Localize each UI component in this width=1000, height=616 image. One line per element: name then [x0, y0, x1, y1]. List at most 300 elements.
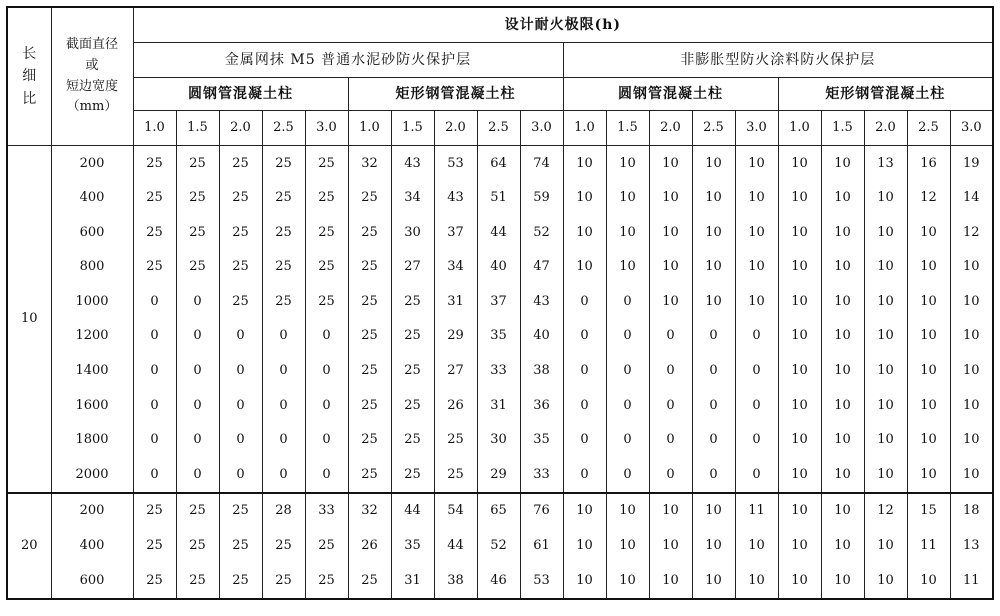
value-cell: 0: [176, 423, 219, 458]
value-cell: 10: [606, 529, 649, 564]
value-cell: 10: [821, 250, 864, 285]
section-size-cell: 2000: [51, 457, 133, 493]
value-cell: 10: [864, 423, 907, 458]
value-cell: 0: [219, 423, 262, 458]
value-cell: 25: [219, 529, 262, 564]
value-cell: 0: [305, 457, 348, 493]
value-cell: 64: [477, 146, 520, 181]
coating-protection-header: 非膨胀型防火涂料防火保护层: [563, 43, 993, 78]
value-cell: 25: [262, 529, 305, 564]
table-header: [7, 7, 993, 146]
value-cell: 10: [649, 215, 692, 250]
value-cell: 10: [649, 563, 692, 599]
section-size-cell: 800: [51, 250, 133, 285]
value-cell: 74: [520, 146, 563, 181]
value-cell: 31: [477, 388, 520, 423]
round-column-header: 圆钢管混凝土柱: [133, 78, 348, 111]
table-row: [7, 423, 993, 458]
section-size-cell: 200: [51, 146, 133, 181]
value-cell: 10: [606, 493, 649, 529]
value-cell: 0: [606, 354, 649, 389]
value-cell: 10: [778, 423, 821, 458]
value-cell: 10: [692, 250, 735, 285]
value-cell: 25: [219, 493, 262, 529]
value-cell: 10: [864, 215, 907, 250]
value-cell: 19: [950, 146, 993, 181]
hours-cell: 2.5: [907, 111, 950, 146]
value-cell: 10: [950, 250, 993, 285]
value-cell: 0: [305, 354, 348, 389]
value-cell: 10: [563, 563, 606, 599]
value-cell: 10: [907, 319, 950, 354]
value-cell: 25: [391, 457, 434, 493]
value-cell: 10: [563, 181, 606, 216]
value-cell: 13: [950, 529, 993, 564]
value-cell: 51: [477, 181, 520, 216]
value-cell: 10: [692, 563, 735, 599]
value-cell: 0: [219, 354, 262, 389]
value-cell: 25: [305, 529, 348, 564]
value-cell: 10: [563, 146, 606, 181]
value-cell: 25: [391, 284, 434, 319]
value-cell: 25: [391, 423, 434, 458]
value-cell: 10: [950, 354, 993, 389]
value-cell: 10: [735, 146, 778, 181]
value-cell: 10: [778, 529, 821, 564]
value-cell: 0: [262, 319, 305, 354]
hours-cell: 2.0: [864, 111, 907, 146]
value-cell: 0: [606, 388, 649, 423]
table-row: [7, 457, 993, 493]
value-cell: 10: [864, 457, 907, 493]
value-cell: 34: [391, 181, 434, 216]
value-cell: 25: [348, 284, 391, 319]
value-cell: 0: [606, 423, 649, 458]
slenderness-ratio-cell: 20: [7, 493, 51, 599]
value-cell: 27: [434, 354, 477, 389]
value-cell: 10: [907, 250, 950, 285]
value-cell: 0: [176, 388, 219, 423]
value-cell: 10: [864, 354, 907, 389]
section-size-cell: 1800: [51, 423, 133, 458]
ratio-group-20: [7, 493, 993, 599]
value-cell: 0: [735, 457, 778, 493]
value-cell: 25: [348, 423, 391, 458]
value-cell: 0: [262, 388, 305, 423]
value-cell: 0: [262, 354, 305, 389]
value-cell: 10: [606, 250, 649, 285]
hours-cell: 1.5: [606, 111, 649, 146]
value-cell: 10: [778, 493, 821, 529]
section-size-cell: 400: [51, 181, 133, 216]
value-cell: 0: [305, 388, 348, 423]
value-cell: 0: [563, 319, 606, 354]
value-cell: 25: [133, 146, 176, 181]
value-cell: 25: [348, 319, 391, 354]
value-cell: 52: [520, 215, 563, 250]
value-cell: 10: [692, 215, 735, 250]
value-cell: 0: [176, 284, 219, 319]
value-cell: 0: [563, 457, 606, 493]
hours-cell: 3.0: [735, 111, 778, 146]
section-size-header: 截面直径 或 短边宽度 （mm）: [51, 7, 133, 146]
hours-cell: 1.5: [391, 111, 434, 146]
value-cell: 0: [649, 319, 692, 354]
value-cell: 10: [907, 388, 950, 423]
value-cell: 44: [477, 215, 520, 250]
section-size-cell: 1400: [51, 354, 133, 389]
value-cell: 47: [520, 250, 563, 285]
value-cell: 76: [520, 493, 563, 529]
hours-cell: 1.0: [348, 111, 391, 146]
value-cell: 25: [176, 529, 219, 564]
value-cell: 10: [649, 250, 692, 285]
value-cell: 10: [649, 284, 692, 319]
value-cell: 10: [821, 493, 864, 529]
rect-column-header: 矩形钢管混凝土柱: [348, 78, 563, 111]
value-cell: 59: [520, 181, 563, 216]
value-cell: 0: [219, 388, 262, 423]
value-cell: 0: [563, 423, 606, 458]
value-cell: 0: [133, 354, 176, 389]
value-cell: 10: [735, 215, 778, 250]
value-cell: 10: [907, 457, 950, 493]
value-cell: 0: [305, 319, 348, 354]
slenderness-ratio-header: 长 细 比: [7, 7, 51, 146]
value-cell: 10: [864, 284, 907, 319]
value-cell: 0: [692, 319, 735, 354]
ratio-group-10: [7, 146, 993, 493]
value-cell: 61: [520, 529, 563, 564]
rect-column-header: 矩形钢管混凝土柱: [778, 78, 993, 111]
value-cell: 10: [864, 319, 907, 354]
value-cell: 10: [735, 529, 778, 564]
value-cell: 38: [520, 354, 563, 389]
value-cell: 10: [606, 563, 649, 599]
value-cell: 15: [907, 493, 950, 529]
value-cell: 18: [950, 493, 993, 529]
value-cell: 25: [262, 563, 305, 599]
value-cell: 10: [821, 319, 864, 354]
value-cell: 10: [864, 250, 907, 285]
table-row: [7, 215, 993, 250]
value-cell: 25: [348, 354, 391, 389]
value-cell: 25: [133, 215, 176, 250]
value-cell: 10: [563, 493, 606, 529]
value-cell: 0: [735, 319, 778, 354]
value-cell: 30: [391, 215, 434, 250]
value-cell: 25: [219, 215, 262, 250]
value-cell: 10: [778, 563, 821, 599]
hours-row: [7, 111, 993, 146]
value-cell: 0: [606, 284, 649, 319]
value-cell: 12: [864, 493, 907, 529]
value-cell: 25: [348, 457, 391, 493]
value-cell: 10: [821, 284, 864, 319]
value-cell: 25: [133, 563, 176, 599]
value-cell: 25: [219, 146, 262, 181]
value-cell: 0: [176, 319, 219, 354]
value-cell: 27: [391, 250, 434, 285]
value-cell: 0: [735, 388, 778, 423]
value-cell: 25: [176, 215, 219, 250]
value-cell: 35: [520, 423, 563, 458]
value-cell: 10: [606, 181, 649, 216]
value-cell: 10: [778, 354, 821, 389]
table-row: [7, 181, 993, 216]
value-cell: 25: [391, 319, 434, 354]
value-cell: 25: [391, 388, 434, 423]
value-cell: 11: [907, 529, 950, 564]
value-cell: 43: [391, 146, 434, 181]
value-cell: 35: [477, 319, 520, 354]
value-cell: 0: [649, 423, 692, 458]
table-row: [7, 529, 993, 564]
value-cell: 0: [133, 457, 176, 493]
value-cell: 44: [391, 493, 434, 529]
value-cell: 10: [950, 319, 993, 354]
value-cell: 10: [778, 284, 821, 319]
value-cell: 10: [950, 423, 993, 458]
value-cell: 0: [219, 319, 262, 354]
value-cell: 10: [778, 388, 821, 423]
value-cell: 10: [606, 215, 649, 250]
value-cell: 0: [606, 457, 649, 493]
value-cell: 10: [821, 215, 864, 250]
value-cell: 10: [907, 284, 950, 319]
table-row: [7, 284, 993, 319]
value-cell: 10: [563, 250, 606, 285]
value-cell: 0: [133, 284, 176, 319]
value-cell: 0: [692, 457, 735, 493]
section-size-cell: 1000: [51, 284, 133, 319]
value-cell: 10: [778, 181, 821, 216]
value-cell: 10: [907, 563, 950, 599]
value-cell: 25: [305, 250, 348, 285]
section-size-cell: 600: [51, 215, 133, 250]
value-cell: 25: [262, 284, 305, 319]
section-size-cell: 600: [51, 563, 133, 599]
value-cell: 10: [821, 388, 864, 423]
value-cell: 25: [262, 146, 305, 181]
value-cell: 53: [520, 563, 563, 599]
value-cell: 0: [563, 284, 606, 319]
value-cell: 0: [649, 457, 692, 493]
value-cell: 25: [391, 354, 434, 389]
value-cell: 0: [563, 354, 606, 389]
value-cell: 37: [477, 284, 520, 319]
value-cell: 10: [821, 181, 864, 216]
value-cell: 25: [133, 181, 176, 216]
value-cell: 31: [391, 563, 434, 599]
value-cell: 0: [219, 457, 262, 493]
value-cell: 12: [907, 181, 950, 216]
hours-cell: 2.0: [219, 111, 262, 146]
hours-cell: 1.0: [778, 111, 821, 146]
value-cell: 25: [176, 146, 219, 181]
value-cell: 10: [950, 284, 993, 319]
value-cell: 10: [907, 215, 950, 250]
value-cell: 14: [950, 181, 993, 216]
hours-cell: 3.0: [305, 111, 348, 146]
section-size-cell: 1200: [51, 319, 133, 354]
value-cell: 33: [477, 354, 520, 389]
value-cell: 31: [434, 284, 477, 319]
value-cell: 28: [262, 493, 305, 529]
value-cell: 10: [606, 146, 649, 181]
value-cell: 43: [520, 284, 563, 319]
value-cell: 10: [821, 529, 864, 564]
fire-protection-table: [6, 6, 994, 600]
value-cell: 26: [348, 529, 391, 564]
value-cell: 10: [778, 146, 821, 181]
hours-cell: 1.5: [176, 111, 219, 146]
value-cell: 10: [692, 493, 735, 529]
value-cell: 10: [907, 354, 950, 389]
value-cell: 25: [348, 250, 391, 285]
table-row: [7, 146, 993, 181]
section-size-cell: 400: [51, 529, 133, 564]
value-cell: 29: [477, 457, 520, 493]
value-cell: 25: [434, 457, 477, 493]
value-cell: 0: [692, 423, 735, 458]
value-cell: 10: [864, 181, 907, 216]
value-cell: 10: [821, 563, 864, 599]
value-cell: 25: [133, 493, 176, 529]
value-cell: 25: [305, 181, 348, 216]
value-cell: 25: [176, 563, 219, 599]
value-cell: 26: [434, 388, 477, 423]
value-cell: 34: [434, 250, 477, 285]
value-cell: 10: [735, 284, 778, 319]
value-cell: 25: [219, 284, 262, 319]
value-cell: 52: [477, 529, 520, 564]
hours-cell: 1.0: [563, 111, 606, 146]
value-cell: 10: [692, 181, 735, 216]
table-row: [7, 563, 993, 599]
hours-cell: 3.0: [520, 111, 563, 146]
value-cell: 33: [520, 457, 563, 493]
value-cell: 0: [692, 354, 735, 389]
value-cell: 65: [477, 493, 520, 529]
fire-limit-header: 设计耐火极限(h): [133, 7, 993, 43]
value-cell: 10: [563, 215, 606, 250]
mortar-protection-header: 金属网抹 M5 普通水泥砂防火保护层: [133, 43, 563, 78]
value-cell: 10: [864, 563, 907, 599]
value-cell: 10: [778, 319, 821, 354]
value-cell: 0: [262, 457, 305, 493]
value-cell: 53: [434, 146, 477, 181]
value-cell: 10: [778, 250, 821, 285]
value-cell: 25: [176, 181, 219, 216]
value-cell: 0: [606, 319, 649, 354]
value-cell: 10: [864, 388, 907, 423]
value-cell: 25: [219, 563, 262, 599]
table-row: [7, 493, 993, 529]
value-cell: 0: [133, 423, 176, 458]
value-cell: 29: [434, 319, 477, 354]
value-cell: 10: [692, 284, 735, 319]
hours-cell: 3.0: [950, 111, 993, 146]
hours-cell: 2.0: [649, 111, 692, 146]
value-cell: 25: [348, 215, 391, 250]
value-cell: 25: [348, 388, 391, 423]
value-cell: 0: [692, 388, 735, 423]
value-cell: 25: [348, 563, 391, 599]
section-size-cell: 1600: [51, 388, 133, 423]
value-cell: 0: [133, 319, 176, 354]
value-cell: 54: [434, 493, 477, 529]
value-cell: 10: [649, 493, 692, 529]
value-cell: 0: [735, 354, 778, 389]
value-cell: 16: [907, 146, 950, 181]
value-cell: 25: [262, 181, 305, 216]
value-cell: 25: [348, 181, 391, 216]
value-cell: 46: [477, 563, 520, 599]
table-row: [7, 388, 993, 423]
table-row: [7, 354, 993, 389]
value-cell: 25: [176, 493, 219, 529]
value-cell: 35: [391, 529, 434, 564]
value-cell: 10: [821, 457, 864, 493]
value-cell: 0: [649, 354, 692, 389]
value-cell: 43: [434, 181, 477, 216]
table-row: [7, 250, 993, 285]
value-cell: 10: [735, 563, 778, 599]
value-cell: 11: [735, 493, 778, 529]
value-cell: 0: [133, 388, 176, 423]
value-cell: 36: [520, 388, 563, 423]
value-cell: 25: [133, 250, 176, 285]
value-cell: 12: [950, 215, 993, 250]
value-cell: 32: [348, 493, 391, 529]
value-cell: 25: [262, 215, 305, 250]
value-cell: 25: [176, 250, 219, 285]
value-cell: 25: [262, 250, 305, 285]
value-cell: 10: [692, 146, 735, 181]
hours-cell: 1.0: [133, 111, 176, 146]
value-cell: 0: [176, 354, 219, 389]
round-column-header: 圆钢管混凝土柱: [563, 78, 778, 111]
value-cell: 33: [305, 493, 348, 529]
value-cell: 10: [778, 215, 821, 250]
value-cell: 10: [735, 250, 778, 285]
value-cell: 32: [348, 146, 391, 181]
value-cell: 10: [821, 354, 864, 389]
value-cell: 44: [434, 529, 477, 564]
value-cell: 40: [520, 319, 563, 354]
value-cell: 30: [477, 423, 520, 458]
value-cell: 25: [305, 284, 348, 319]
value-cell: 10: [950, 457, 993, 493]
value-cell: 10: [692, 529, 735, 564]
value-cell: 0: [735, 423, 778, 458]
value-cell: 25: [219, 250, 262, 285]
value-cell: 10: [950, 388, 993, 423]
slenderness-ratio-cell: 10: [7, 146, 51, 493]
value-cell: 0: [305, 423, 348, 458]
value-cell: 38: [434, 563, 477, 599]
value-cell: 25: [305, 146, 348, 181]
value-cell: 0: [563, 388, 606, 423]
table-row: [7, 319, 993, 354]
value-cell: 40: [477, 250, 520, 285]
value-cell: 10: [778, 457, 821, 493]
value-cell: 10: [821, 146, 864, 181]
value-cell: 10: [649, 529, 692, 564]
hours-cell: 2.0: [434, 111, 477, 146]
value-cell: 10: [649, 181, 692, 216]
